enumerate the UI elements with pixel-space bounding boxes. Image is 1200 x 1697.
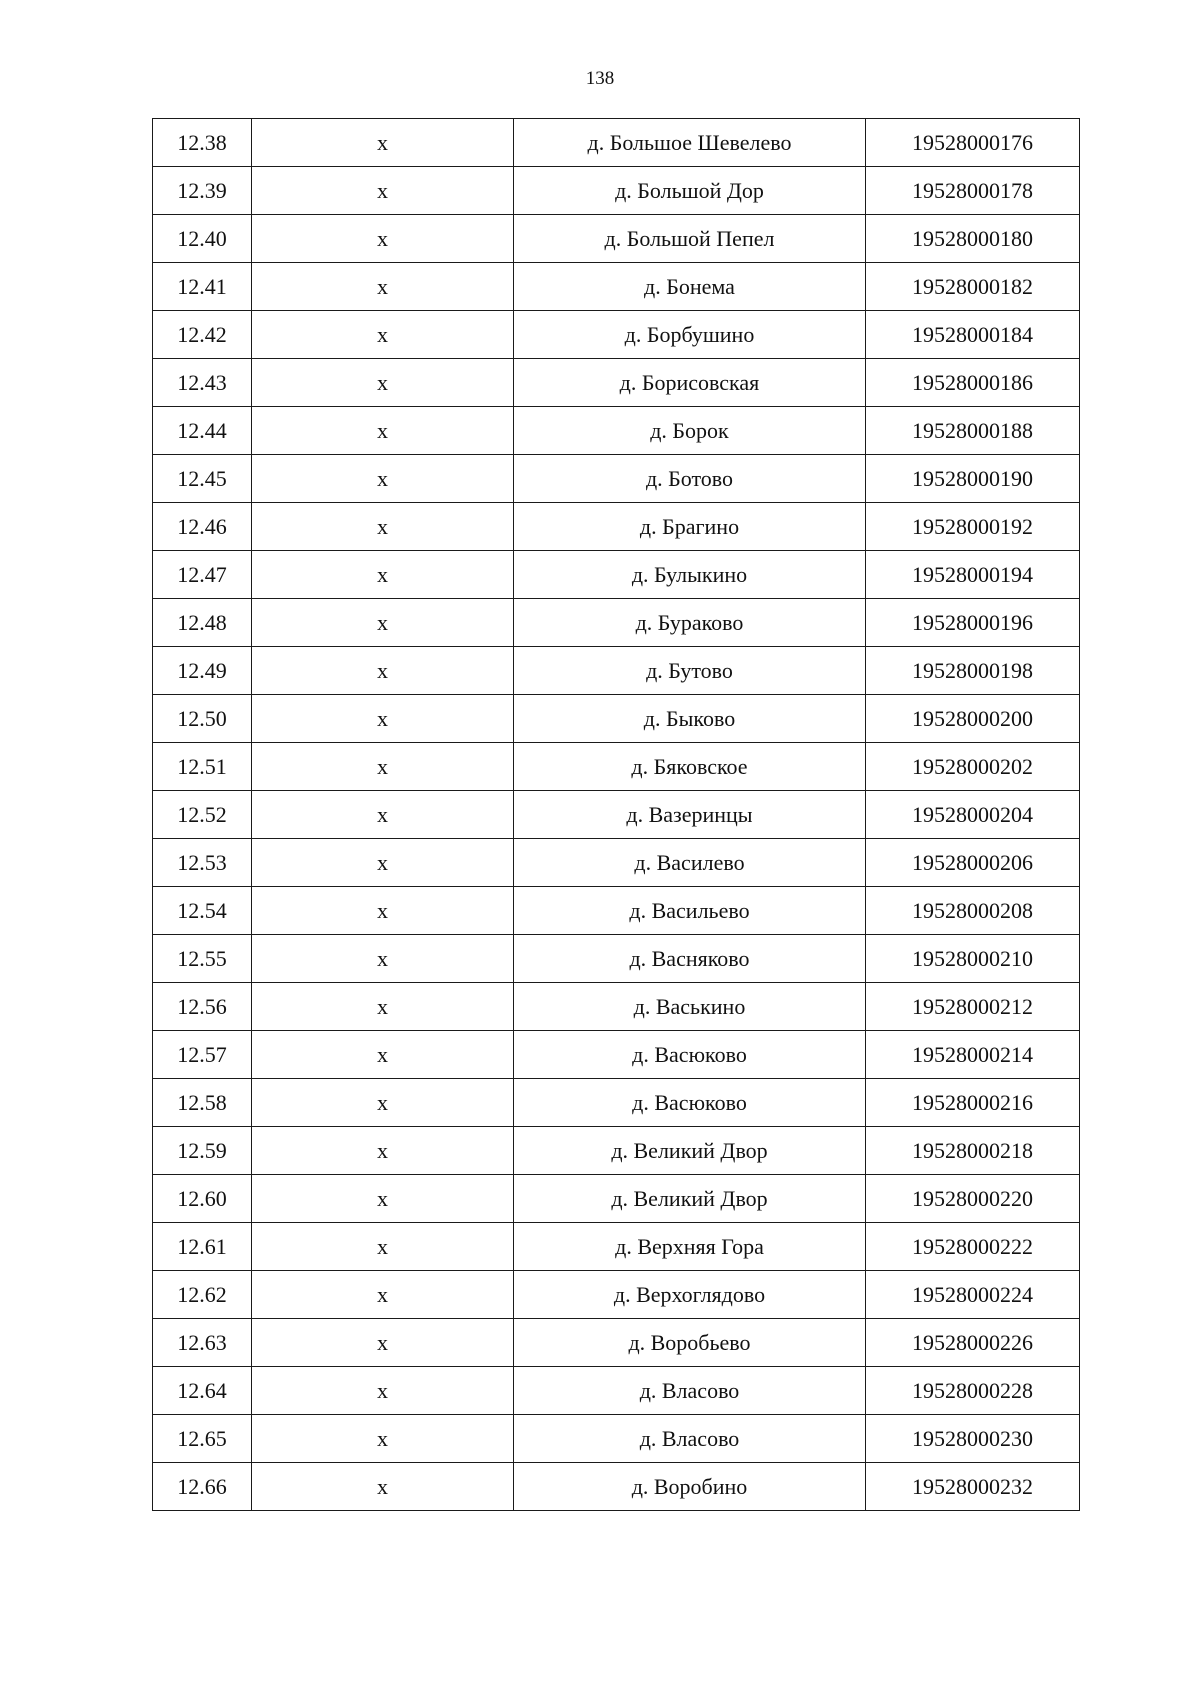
table-row [153, 1223, 1080, 1271]
row-number-cell: 12.49 [153, 647, 252, 695]
oktmo-code-cell: 19528000190 [866, 455, 1080, 503]
oktmo-code-cell: 19528000198 [866, 647, 1080, 695]
settlement-name-cell: д. Ботово [514, 455, 866, 503]
table-row [153, 263, 1080, 311]
settlement-name-cell: д. Власово [514, 1415, 866, 1463]
table-row [153, 1271, 1080, 1319]
table-row [153, 1367, 1080, 1415]
row-number-cell: 12.44 [153, 407, 252, 455]
oktmo-code-cell: 19528000206 [866, 839, 1080, 887]
row-mark-cell: х [252, 167, 514, 215]
row-mark-cell: х [252, 263, 514, 311]
table-row [153, 1415, 1080, 1463]
settlement-name-cell: д. Большой Пепел [514, 215, 866, 263]
row-number-cell: 12.45 [153, 455, 252, 503]
oktmo-code-cell: 19528000192 [866, 503, 1080, 551]
settlement-name-cell: д. Бураково [514, 599, 866, 647]
oktmo-code-cell: 19528000226 [866, 1319, 1080, 1367]
oktmo-code-cell: 19528000218 [866, 1127, 1080, 1175]
table-row [153, 887, 1080, 935]
oktmo-code-cell: 19528000214 [866, 1031, 1080, 1079]
oktmo-code-cell: 19528000228 [866, 1367, 1080, 1415]
row-number-cell: 12.38 [153, 119, 252, 167]
table-row [153, 167, 1080, 215]
row-mark-cell: х [252, 983, 514, 1031]
table-body [153, 119, 1080, 1511]
row-mark-cell: х [252, 1079, 514, 1127]
row-number-cell: 12.56 [153, 983, 252, 1031]
settlement-name-cell: д. Великий Двор [514, 1175, 866, 1223]
table-row [153, 599, 1080, 647]
row-mark-cell: х [252, 311, 514, 359]
table-row [153, 647, 1080, 695]
row-mark-cell: х [252, 215, 514, 263]
settlement-name-cell: д. Власово [514, 1367, 866, 1415]
table-row [153, 1031, 1080, 1079]
row-mark-cell: х [252, 1367, 514, 1415]
oktmo-code-cell: 19528000182 [866, 263, 1080, 311]
table-row [153, 1127, 1080, 1175]
oktmo-code-cell: 19528000188 [866, 407, 1080, 455]
oktmo-code-cell: 19528000194 [866, 551, 1080, 599]
settlement-name-cell: д. Брагино [514, 503, 866, 551]
row-mark-cell: х [252, 1271, 514, 1319]
settlement-name-cell: д. Верхоглядово [514, 1271, 866, 1319]
row-number-cell: 12.52 [153, 791, 252, 839]
oktmo-code-cell: 19528000220 [866, 1175, 1080, 1223]
table-row [153, 215, 1080, 263]
oktmo-code-cell: 19528000212 [866, 983, 1080, 1031]
row-number-cell: 12.64 [153, 1367, 252, 1415]
table-row [153, 695, 1080, 743]
row-number-cell: 12.54 [153, 887, 252, 935]
row-number-cell: 12.60 [153, 1175, 252, 1223]
settlement-name-cell: д. Быково [514, 695, 866, 743]
oktmo-code-cell: 19528000204 [866, 791, 1080, 839]
row-mark-cell: х [252, 935, 514, 983]
row-number-cell: 12.43 [153, 359, 252, 407]
row-number-cell: 12.62 [153, 1271, 252, 1319]
row-mark-cell: х [252, 839, 514, 887]
table-row [153, 839, 1080, 887]
settlement-name-cell: д. Вазеринцы [514, 791, 866, 839]
settlement-name-cell: д. Васильево [514, 887, 866, 935]
table-row [153, 503, 1080, 551]
settlement-name-cell: д. Борисовская [514, 359, 866, 407]
table-row [153, 1319, 1080, 1367]
settlement-name-cell: д. Василево [514, 839, 866, 887]
oktmo-code-cell: 19528000202 [866, 743, 1080, 791]
table-row [153, 983, 1080, 1031]
settlement-name-cell: д. Васюково [514, 1079, 866, 1127]
settlement-name-cell: д. Васняково [514, 935, 866, 983]
row-number-cell: 12.58 [153, 1079, 252, 1127]
row-mark-cell: х [252, 503, 514, 551]
oktmo-code-cell: 19528000200 [866, 695, 1080, 743]
settlement-name-cell: д. Бяковское [514, 743, 866, 791]
settlement-name-cell: д. Булыкино [514, 551, 866, 599]
row-mark-cell: х [252, 1175, 514, 1223]
settlement-name-cell: д. Воробьево [514, 1319, 866, 1367]
row-number-cell: 12.42 [153, 311, 252, 359]
row-number-cell: 12.47 [153, 551, 252, 599]
settlement-name-cell: д. Великий Двор [514, 1127, 866, 1175]
settlement-name-cell: д. Борок [514, 407, 866, 455]
row-mark-cell: х [252, 1127, 514, 1175]
settlement-name-cell: д. Борбушино [514, 311, 866, 359]
row-mark-cell: х [252, 1463, 514, 1511]
row-number-cell: 12.50 [153, 695, 252, 743]
row-number-cell: 12.65 [153, 1415, 252, 1463]
row-number-cell: 12.48 [153, 599, 252, 647]
oktmo-code-cell: 19528000178 [866, 167, 1080, 215]
row-number-cell: 12.51 [153, 743, 252, 791]
settlement-name-cell: д. Бонема [514, 263, 866, 311]
oktmo-code-cell: 19528000208 [866, 887, 1080, 935]
oktmo-code-cell: 19528000196 [866, 599, 1080, 647]
row-mark-cell: х [252, 791, 514, 839]
oktmo-code-cell: 19528000230 [866, 1415, 1080, 1463]
row-mark-cell: х [252, 119, 514, 167]
table-row [153, 743, 1080, 791]
row-number-cell: 12.40 [153, 215, 252, 263]
row-number-cell: 12.59 [153, 1127, 252, 1175]
table-row [153, 551, 1080, 599]
row-number-cell: 12.46 [153, 503, 252, 551]
settlements-table [152, 118, 1080, 1511]
row-mark-cell: х [252, 455, 514, 503]
row-number-cell: 12.39 [153, 167, 252, 215]
oktmo-code-cell: 19528000232 [866, 1463, 1080, 1511]
table-row [153, 455, 1080, 503]
settlement-name-cell: д. Большое Шевелево [514, 119, 866, 167]
table-row [153, 1079, 1080, 1127]
settlement-name-cell: д. Воробино [514, 1463, 866, 1511]
row-mark-cell: х [252, 695, 514, 743]
row-mark-cell: х [252, 407, 514, 455]
settlement-name-cell: д. Васькино [514, 983, 866, 1031]
row-mark-cell: х [252, 359, 514, 407]
row-number-cell: 12.55 [153, 935, 252, 983]
row-number-cell: 12.63 [153, 1319, 252, 1367]
table-row [153, 407, 1080, 455]
table-row [153, 1175, 1080, 1223]
row-number-cell: 12.66 [153, 1463, 252, 1511]
row-mark-cell: х [252, 743, 514, 791]
row-number-cell: 12.53 [153, 839, 252, 887]
oktmo-code-cell: 19528000216 [866, 1079, 1080, 1127]
table-row [153, 791, 1080, 839]
settlement-name-cell: д. Большой Дор [514, 167, 866, 215]
settlement-name-cell: д. Верхняя Гора [514, 1223, 866, 1271]
row-mark-cell: х [252, 1319, 514, 1367]
settlement-name-cell: д. Васюково [514, 1031, 866, 1079]
page-number: 138 [585, 68, 615, 89]
row-number-cell: 12.57 [153, 1031, 252, 1079]
row-number-cell: 12.41 [153, 263, 252, 311]
row-number-cell: 12.61 [153, 1223, 252, 1271]
row-mark-cell: х [252, 551, 514, 599]
row-mark-cell: х [252, 1415, 514, 1463]
table-row [153, 119, 1080, 167]
row-mark-cell: х [252, 599, 514, 647]
oktmo-code-cell: 19528000186 [866, 359, 1080, 407]
oktmo-code-cell: 19528000184 [866, 311, 1080, 359]
table-row [153, 359, 1080, 407]
table-row [153, 1463, 1080, 1511]
row-mark-cell: х [252, 887, 514, 935]
oktmo-code-cell: 19528000210 [866, 935, 1080, 983]
row-mark-cell: х [252, 1031, 514, 1079]
row-mark-cell: х [252, 1223, 514, 1271]
settlement-name-cell: д. Бутово [514, 647, 866, 695]
row-mark-cell: х [252, 647, 514, 695]
table-row [153, 935, 1080, 983]
oktmo-code-cell: 19528000176 [866, 119, 1080, 167]
oktmo-code-cell: 19528000222 [866, 1223, 1080, 1271]
oktmo-code-cell: 19528000224 [866, 1271, 1080, 1319]
table-row [153, 311, 1080, 359]
oktmo-code-cell: 19528000180 [866, 215, 1080, 263]
